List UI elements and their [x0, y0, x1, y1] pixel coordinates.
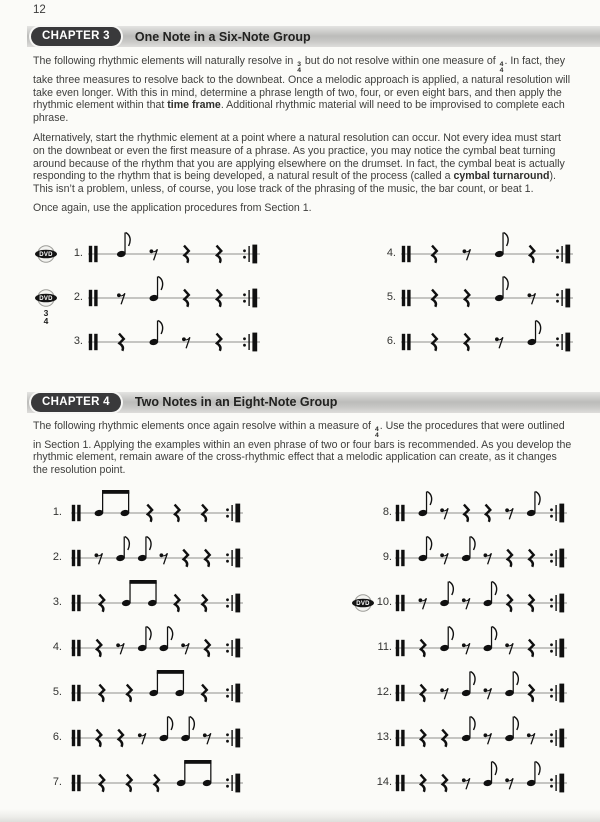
exercise-row	[350, 524, 567, 570]
exercise-number: 12.	[376, 685, 392, 698]
exercise-number: 4.	[52, 640, 62, 653]
notation-staff	[401, 308, 573, 354]
exercise-row	[33, 614, 243, 660]
exercise-number: 1.	[73, 246, 83, 259]
svg-text:DVD: DVD	[39, 296, 53, 303]
exercise-row	[350, 749, 567, 795]
exercise-row	[33, 704, 243, 750]
exercise-number: 2.	[73, 290, 83, 303]
chapter-4-header-bar	[27, 392, 600, 413]
notation-staff	[71, 659, 243, 705]
notation-staff	[395, 569, 567, 615]
exercise-number: 11.	[377, 640, 392, 653]
chapter-3-section	[0, 26, 600, 352]
notation-staff	[401, 264, 573, 310]
exercise-number: 2.	[52, 550, 62, 563]
chapter-3-title: One Note in a Six-Note Group	[134, 29, 311, 44]
exercise-row	[350, 569, 567, 615]
notation-staff	[395, 749, 567, 795]
notation-staff	[71, 524, 243, 570]
exercise-row	[33, 569, 243, 615]
time-signature-fraction: 3 4	[297, 61, 301, 74]
time-signature-fraction: 4 4	[499, 61, 504, 74]
chapter-3-exercise-column-right	[350, 220, 573, 352]
exercise-row	[33, 749, 243, 795]
exercise-number: 9.	[382, 550, 392, 563]
exercise-number: 8.	[382, 505, 392, 518]
time-signature: 3 4	[43, 307, 49, 326]
exercise-row	[33, 220, 260, 266]
exercise-row	[350, 704, 567, 750]
chapter-4-exercises	[0, 479, 600, 794]
exercise-number: 6.	[386, 334, 396, 347]
exercise-number: 5.	[52, 685, 62, 698]
notation-staff	[395, 704, 567, 750]
exercise-row	[33, 479, 243, 525]
dvd-icon	[33, 220, 59, 264]
notation-staff	[88, 220, 260, 266]
chapter-3-exercises	[0, 220, 600, 352]
bold-term: cymbal turnaround	[453, 170, 550, 183]
notation-staff	[395, 479, 567, 525]
chapter-4-exercise-column-left	[33, 479, 243, 794]
notation-staff	[71, 704, 243, 750]
notation-staff	[71, 614, 243, 660]
exercise-number: 13.	[376, 730, 392, 743]
exercise-row	[350, 220, 573, 266]
chapter-4-badge: CHAPTER 4	[31, 393, 121, 412]
exercise-row	[350, 659, 567, 705]
exercise-number: 5.	[386, 290, 396, 303]
notation-staff	[401, 220, 573, 266]
notation-staff	[395, 614, 567, 660]
chapter-4-exercise-column-right	[350, 479, 567, 794]
exercise-row	[350, 614, 567, 660]
chapter-3-paragraph-2: Alternatively, start the rhythmic element at a point where a natural resolution can occur. Not every idea must start on the downbeat or even the first measure of a phrase. As you practice, you may notice the cymbal beat turning around because of the rhythm that you are applying elsewhere on the drumset. In fact, the cymbal beat is actually responding to the rhythm that is being developed, a natural result of the process (called a cymbal turnaround). This isn’t a problem, unless, of course, you lose track of the phrasing of the music, the bar count, or beat 1.	[33, 132, 565, 195]
exercise-number: 14.	[376, 775, 392, 788]
notation-staff	[395, 524, 567, 570]
exercise-row	[33, 659, 243, 705]
page-number: 12	[33, 4, 46, 16]
notation-staff	[71, 569, 243, 615]
chapter-3-header-bar	[27, 26, 600, 47]
chapter-4-paragraph-1: The following rhythmic elements once again resolve within a measure of 4 4 . Use the procedures that were outlined in Section 1. Applying the examples within an even phrase of two or four bars is recommended. As you develop the rhythmic element, remain aware of the cross-rhythmic effect that a melodic application can create, as it changes the resolution point.	[33, 419, 572, 476]
svg-text:DVD: DVD	[39, 252, 53, 259]
notation-staff	[88, 264, 260, 310]
chapter-3-badge: CHAPTER 3	[31, 27, 121, 46]
exercise-number: 6.	[52, 730, 62, 743]
svg-text:DVD: DVD	[356, 600, 370, 607]
dvd-icon	[350, 569, 376, 613]
exercise-number: 3.	[73, 334, 83, 347]
chapter-3-exercise-column-left	[33, 220, 260, 352]
exercise-row	[33, 308, 260, 354]
exercise-number: 7.	[52, 775, 62, 788]
exercise-number: 3.	[52, 595, 62, 608]
notation-staff	[71, 749, 243, 795]
exercise-number: 10.	[376, 595, 392, 608]
exercise-row	[33, 264, 260, 326]
exercise-row	[33, 524, 243, 570]
notation-staff	[395, 659, 567, 705]
exercise-row	[350, 479, 567, 525]
chapter-4-section	[0, 392, 600, 794]
exercise-row	[350, 308, 573, 354]
notation-staff	[88, 308, 260, 354]
chapter-3-paragraph-1: The following rhythmic elements will naturally resolve in 3 4 but do not resolve within one measure of 4 4 . In fact, they take three measures to resolve back to the downbeat. Once a melodic approach is applied, a natural resolution will take even longer. With this in mind, determine a phrase length of two, four, or even eight bars, and then apply the rhythmic element within that time frame. Additional rhythmic material will need to be improvised to complete each phrase.	[33, 55, 571, 124]
time-signature-fraction: 4 4	[374, 425, 379, 439]
exercise-number: 4.	[386, 246, 396, 259]
bold-term: time frame	[167, 99, 221, 112]
notation-staff	[71, 479, 243, 525]
chapter-4-title: Two Notes in an Eight-Note Group	[134, 395, 338, 410]
chapter-3-paragraph-3: Once again, use the application procedures from Section 1.	[33, 202, 312, 215]
dvd-icon	[33, 264, 59, 326]
scan-edge-shadow	[0, 809, 600, 822]
exercise-number: 1.	[52, 505, 62, 518]
exercise-row	[350, 264, 573, 310]
